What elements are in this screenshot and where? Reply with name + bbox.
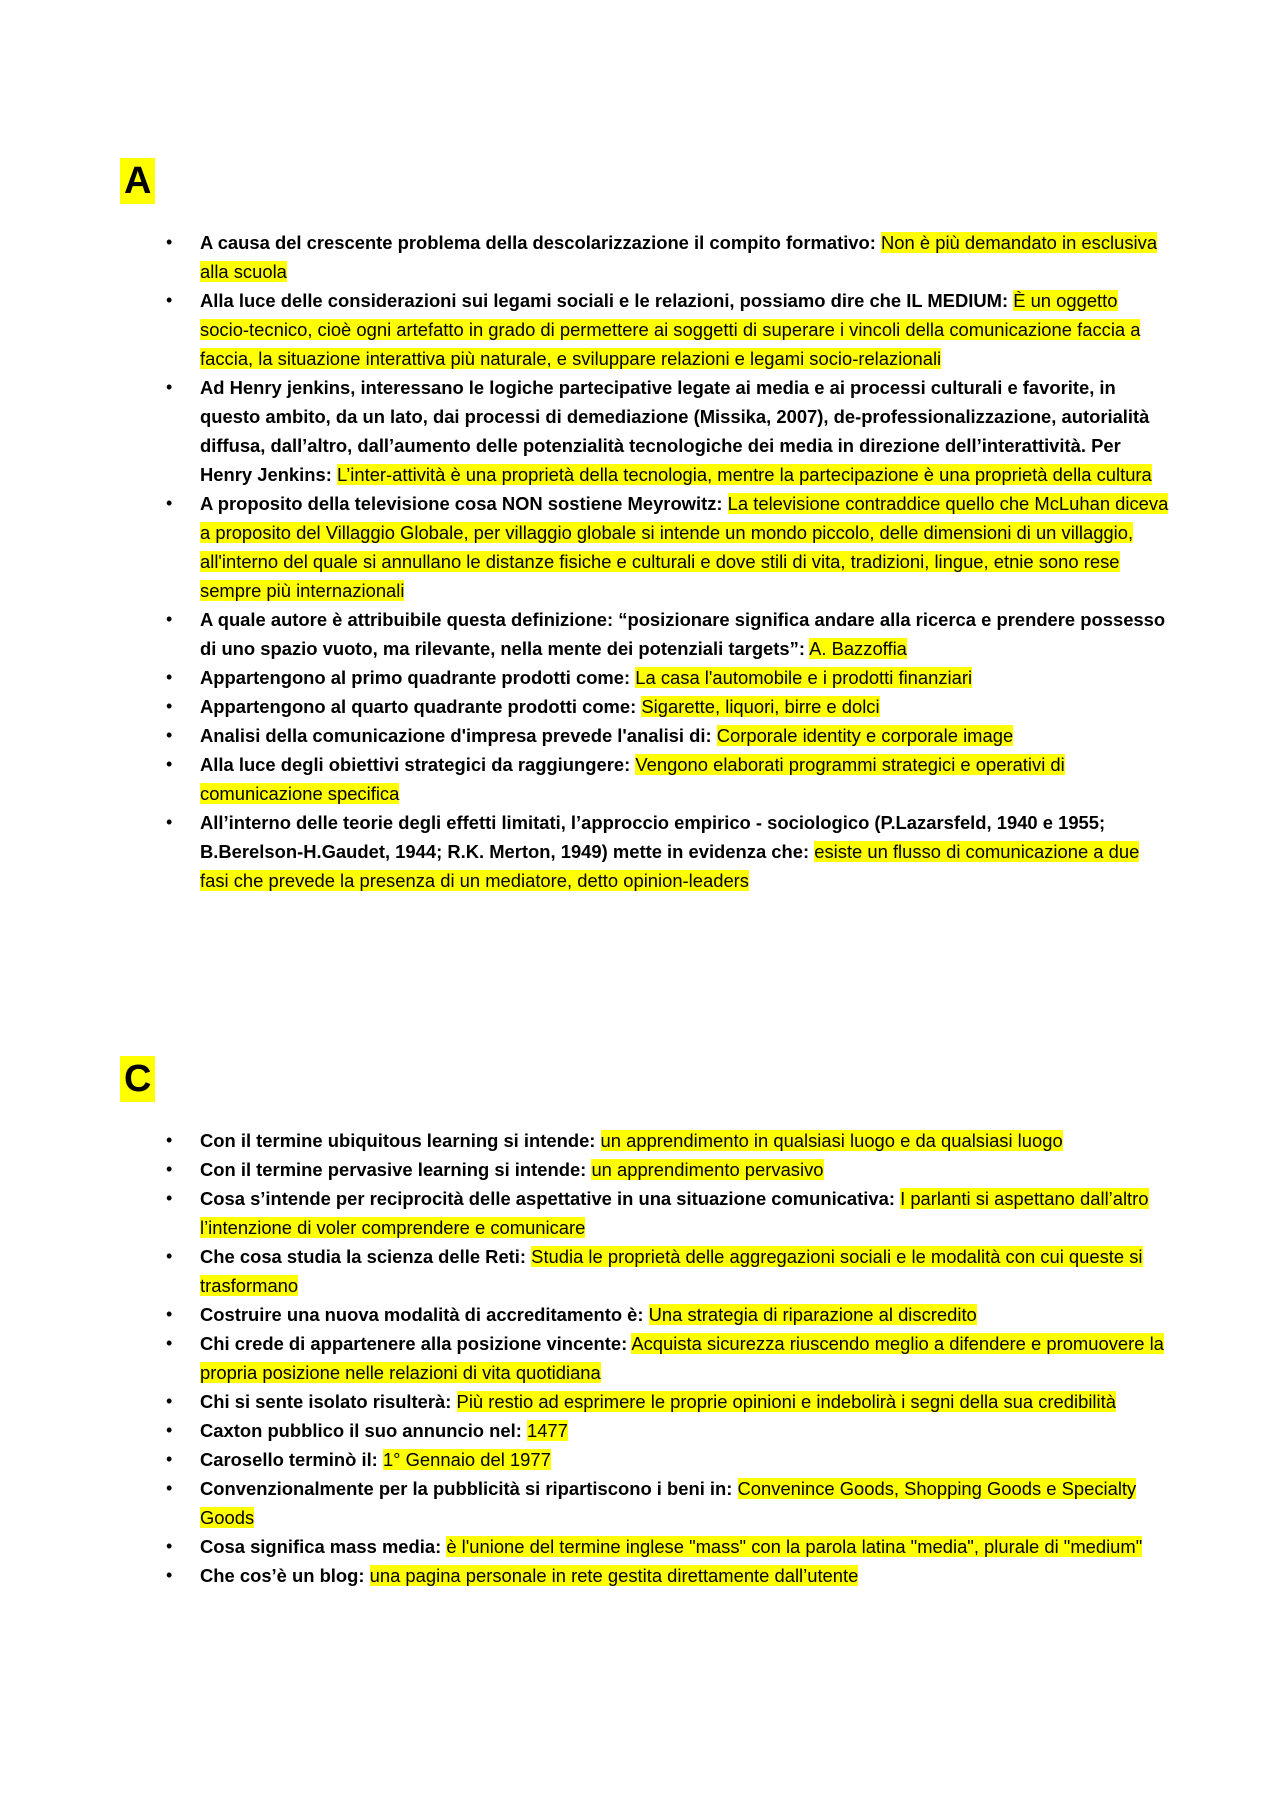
bullet-icon: •	[166, 1391, 173, 1411]
question-text: Caxton pubblico il suo annuncio nel:	[200, 1420, 522, 1441]
list-item	[166, 692, 1170, 721]
question-text: Alla luce delle considerazioni sui legami sociali e le relazioni, possiamo dire che IL MEDIUM:	[200, 290, 1009, 311]
question-text: Che cosa studia la scienza delle Reti:	[200, 1246, 527, 1267]
bullet-icon: •	[166, 1536, 173, 1556]
answer-highlight: esiste un flusso di comunicazione a due fasi che prevede la presenza di un mediatore, detto opinion-leaders	[200, 841, 1140, 891]
list-item	[166, 1474, 1170, 1532]
section-letter-a: A	[120, 158, 155, 204]
list-item	[166, 286, 1170, 373]
list-item	[166, 1126, 1170, 1155]
question-text: Costruire una nuova modalità di accreditamento è:	[200, 1304, 644, 1325]
answer-highlight: Sigarette, liquori, birre e dolci	[641, 696, 880, 717]
answer-highlight: un apprendimento pervasivo	[591, 1159, 824, 1180]
qa-list-c	[166, 1126, 1170, 1590]
list-item	[166, 1329, 1170, 1387]
answer-highlight: Convenince Goods, Shopping Goods e Specialty Goods	[200, 1478, 1137, 1528]
question-text: Alla luce degli obiettivi strategici da raggiungere:	[200, 754, 631, 775]
question-text: Chi si sente isolato risulterà:	[200, 1391, 452, 1412]
bullet-icon: •	[166, 1130, 173, 1150]
list-item	[166, 1242, 1170, 1300]
answer-highlight: I parlanti si aspettano dall’altro l’intenzione di voler comprendere e comunicare	[200, 1188, 1149, 1238]
question-text: A quale autore è attribuibile questa definizione: “posizionare significa andare alla ricerca e prendere possesso di uno spazio vuoto, ma rilevante, nella mente dei potenziali targets”:	[200, 609, 1166, 659]
list-item	[166, 605, 1170, 663]
bullet-icon: •	[166, 377, 173, 397]
bullet-icon: •	[166, 754, 173, 774]
question-text: A proposito della televisione cosa NON sostiene Meyrowitz:	[200, 493, 723, 514]
list-item	[166, 228, 1170, 286]
list-item	[166, 1532, 1170, 1561]
answer-highlight: Più restio ad esprimere le proprie opinioni e indebolirà i segni della sua credibilità	[456, 1391, 1116, 1412]
list-item	[166, 721, 1170, 750]
list-item	[166, 1184, 1170, 1242]
question-text: Appartengono al quarto quadrante prodotti come:	[200, 696, 637, 717]
question-text: Convenzionalmente per la pubblicità si ripartiscono i beni in:	[200, 1478, 733, 1499]
answer-highlight: 1° Gennaio del 1977	[382, 1449, 551, 1470]
bullet-icon: •	[166, 1565, 173, 1585]
list-item	[166, 1416, 1170, 1445]
list-item	[166, 1155, 1170, 1184]
question-text: All’interno delle teorie degli effetti limitati, l’approccio empirico - sociologico (P.Lazarsfeld, 1940 e 1955; B.Berelson-H.Gaudet, 1944; R.K. Merton, 1949) mette in evidenza che:	[200, 812, 1106, 862]
bullet-icon: •	[166, 493, 173, 513]
list-item	[166, 1561, 1170, 1590]
bullet-icon: •	[166, 725, 173, 745]
list-item	[166, 808, 1170, 895]
question-text: Con il termine pervasive learning si intende:	[200, 1159, 587, 1180]
bullet-icon: •	[166, 1420, 173, 1440]
answer-highlight: è l'unione del termine inglese "mass" con la parola latina "media", plurale di "medium"	[446, 1536, 1143, 1557]
answer-highlight: un apprendimento in qualsiasi luogo e da qualsiasi luogo	[600, 1130, 1063, 1151]
question-text: Appartengono al primo quadrante prodotti come:	[200, 667, 631, 688]
answer-highlight: L’inter-attività è una proprietà della tecnologia, mentre la partecipazione è una proprietà della cultura	[336, 464, 1152, 485]
list-item	[166, 1300, 1170, 1329]
list-item	[166, 373, 1170, 489]
answer-highlight: Studia le proprietà delle aggregazioni sociali e le modalità con cui queste si trasformano	[200, 1246, 1143, 1296]
question-text: Ad Henry jenkins, interessano le logiche partecipative legate ai media e ai processi culturali e favorite, in questo ambito, da un lato, dai processi di demediazione (Missika, 2007), de-professionalizzazione, autorialità diffusa, dall’altro, dall’aumento delle potenzialità tecnologiche dei media in direzione dell’interattività. Per Henry Jenkins:	[200, 377, 1150, 485]
question-text: Che cos’è un blog:	[200, 1565, 365, 1586]
bullet-icon: •	[166, 1304, 173, 1324]
question-text: A causa del crescente problema della descolarizzazione il compito formativo:	[200, 232, 876, 253]
list-item	[166, 1387, 1170, 1416]
bullet-icon: •	[166, 1188, 173, 1208]
answer-highlight: Vengono elaborati programmi strategici e operativi di comunicazione specifica	[200, 754, 1065, 804]
answer-highlight: 1477	[526, 1420, 568, 1441]
list-item	[166, 663, 1170, 692]
question-text: Cosa s’intende per reciprocità delle aspettative in una situazione comunicativa:	[200, 1188, 895, 1209]
answer-highlight: È un oggetto socio-tecnico, cioè ogni artefatto in grado di permettere ai soggetti di superare i vincoli della comunicazione faccia a faccia, la situazione interattiva più naturale, e sviluppare relazioni e legami socio-relazionali	[200, 290, 1141, 369]
bullet-icon: •	[166, 1159, 173, 1179]
bullet-icon: •	[166, 290, 173, 310]
section-letter-c: C	[120, 1056, 155, 1102]
question-text: Cosa significa mass media:	[200, 1536, 442, 1557]
bullet-icon: •	[166, 1246, 173, 1266]
question-text: Chi crede di appartenere alla posizione vincente:	[200, 1333, 628, 1354]
question-text: Carosello terminò il:	[200, 1449, 378, 1470]
bullet-icon: •	[166, 1478, 173, 1498]
bullet-icon: •	[166, 696, 173, 716]
qa-list-a	[166, 228, 1170, 895]
bullet-icon: •	[166, 1333, 173, 1353]
answer-highlight: Una strategia di riparazione al discredito	[648, 1304, 977, 1325]
bullet-icon: •	[166, 232, 173, 252]
answer-highlight: una pagina personale in rete gestita direttamente dall’utente	[369, 1565, 859, 1586]
answer-highlight: La casa l'automobile e i prodotti finanziari	[635, 667, 973, 688]
list-item	[166, 489, 1170, 605]
list-item	[166, 1445, 1170, 1474]
question-text: Analisi della comunicazione d'impresa prevede l'analisi di:	[200, 725, 712, 746]
bullet-icon: •	[166, 609, 173, 629]
answer-highlight: A. Bazzoffia	[809, 638, 907, 659]
list-item	[166, 750, 1170, 808]
answer-highlight: Non è più demandato in esclusiva alla scuola	[200, 232, 1158, 282]
answer-highlight: La televisione contraddice quello che McLuhan diceva a proposito del Villaggio Globale, per villaggio globale si intende un mondo piccolo, delle dimensioni di un villaggio, all'interno del quale si annullano le distanze fisiche e culturali e dove stili di vita, tradizioni, lingue, etnie sono rese sempre più internazionali	[200, 493, 1169, 601]
bullet-icon: •	[166, 1449, 173, 1469]
bullet-icon: •	[166, 812, 173, 832]
answer-highlight: Corporale identity e corporale image	[716, 725, 1014, 746]
answer-highlight: Acquista sicurezza riuscendo meglio a difendere e promuovere la propria posizione nelle relazioni di vita quotidiana	[200, 1333, 1164, 1383]
bullet-icon: •	[166, 667, 173, 687]
question-text: Con il termine ubiquitous learning si intende:	[200, 1130, 596, 1151]
